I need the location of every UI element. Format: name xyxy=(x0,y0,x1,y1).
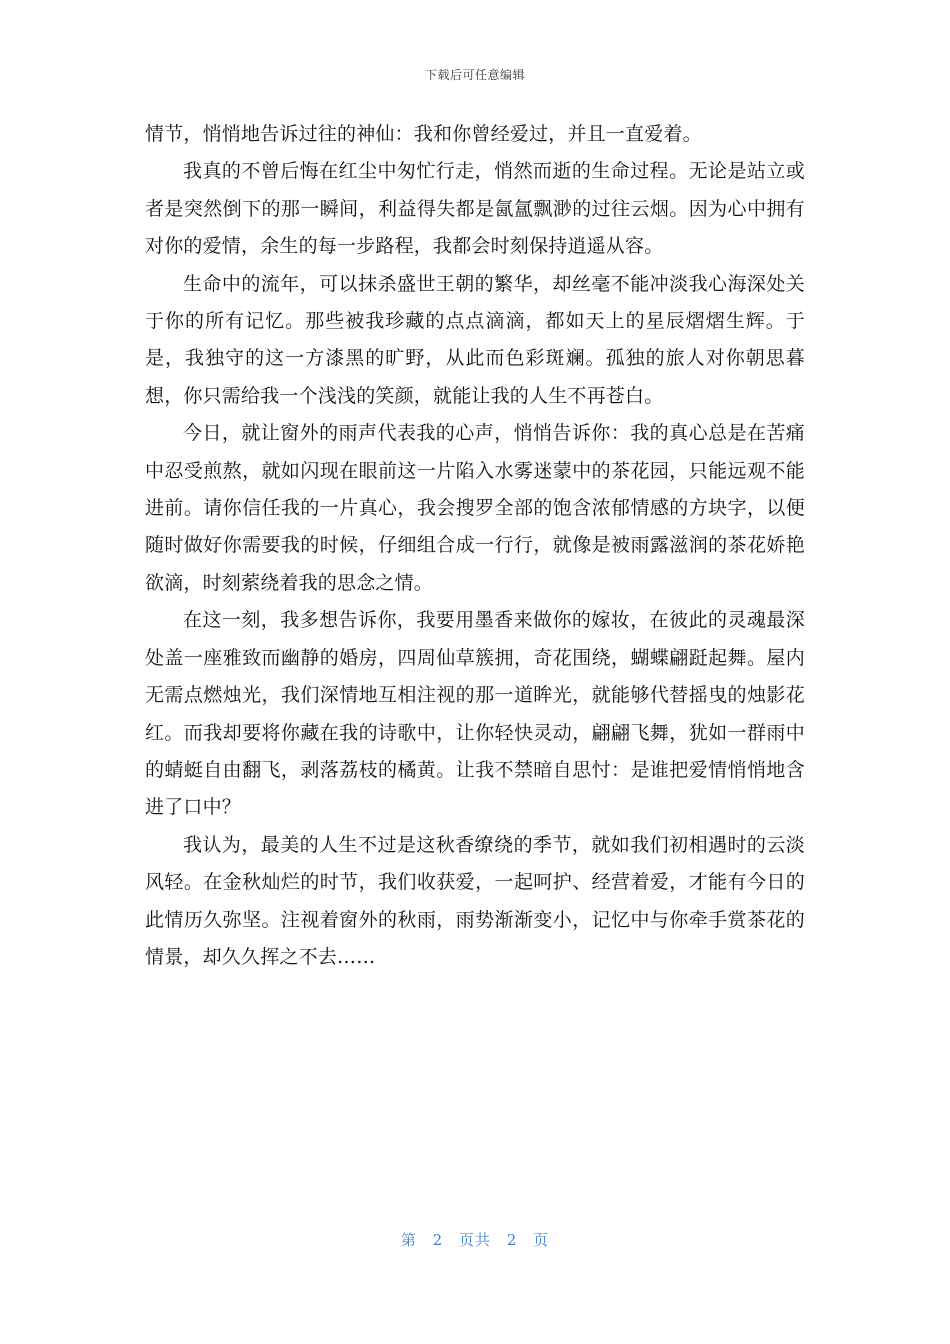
paragraph: 在这一刻，我多想告诉你，我要用墨香来做你的嫁妆，在彼此的灵魂最深处盖一座雅致而幽静的婚房，四周仙草簇拥，奇花围绕，蝴蝶翩跹起舞。屋内无需点燃烛光，我们深情地互相注视的那一道眸光，就能够代替摇曳的烛影花红。而我却要将你藏在我的诗歌中，让你轻快灵动，翩翩飞舞，犹如一群雨中的蜻蜓自由翻飞，剥落荔枝的橘黄。让我不禁暗自思忖：是谁把爱情悄悄地含进了口中？ xyxy=(145,609,805,819)
paragraph-continuation: 情节，悄悄地告诉过往的神仙：我和你曾经爱过，并且一直爱着。 xyxy=(145,123,702,145)
paragraph: 我认为，最美的人生不过是这秋香缭绕的季节，就如我们初相遇时的云淡风轻。在金秋灿烂的时节，我们收获爱，一起呵护、经营着爱，才能有今日的此情历久弥坚。注视着窗外的秋雨，雨势渐渐变小，记忆中与你牵手赏茶花的情景，却久久挥之不去…… xyxy=(145,833,805,968)
paragraph: 我真的不曾后悔在红尘中匆忙行走，悄然而逝的生命过程。无论是站立或者是突然倒下的那一瞬间，利益得失都是氤氲飘渺的过往云烟。因为心中拥有对你的爱情，余生的每一步路程，我都会时刻保持逍遥从容。 xyxy=(145,160,805,258)
paragraph: 今日，就让窗外的雨声代表我的心声，悄悄告诉你：我的真心总是在苦痛中忍受煎熬，就如闪现在眼前这一片陷入水雾迷蒙中的茶花园，只能远观不能进前。请你信任我的一片真心，我会搜罗全部的饱含浓郁情感的方块字，以便随时做好你需要我的时候，仔细组合成一行行，就像是被雨露滋润的茶花娇艳欲滴，时刻萦绕着我的思念之情。 xyxy=(145,422,805,594)
page-footer: 第 2 页共 2 页 xyxy=(400,1231,550,1249)
paragraph: 生命中的流年，可以抹杀盛世王朝的繁华，却丝毫不能冲淡我心海深处关于你的所有记忆。那些被我珍藏的点点滴滴，都如天上的星辰熠熠生辉。于是，我独守的这一方漆黑的旷野，从此而色彩斑斓。孤独的旅人对你朝思暮想，你只需给我一个浅浅的笑颜，就能让我的人生不再苍白。 xyxy=(145,272,805,407)
document-body xyxy=(145,116,805,976)
page-header: 下载后可任意编辑 xyxy=(424,68,525,82)
